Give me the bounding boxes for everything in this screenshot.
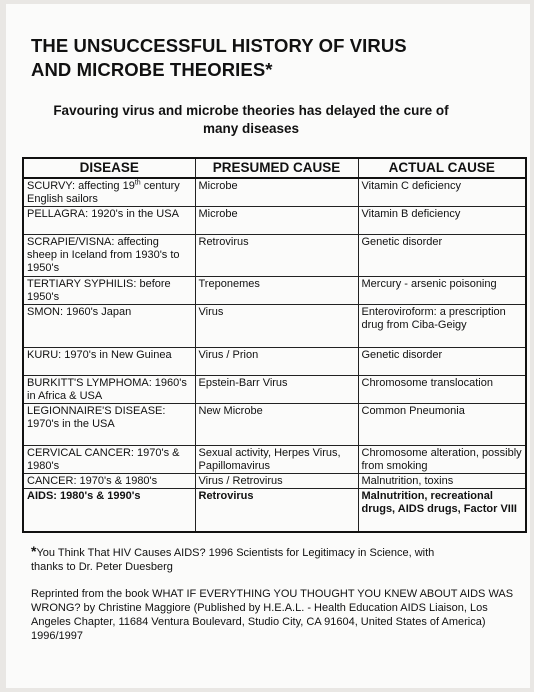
title-line-2: AND MICROBE THEORIES* — [31, 59, 273, 80]
cell-presumed-cause: Virus — [195, 305, 358, 348]
table-row — [23, 446, 526, 474]
cell-actual-cause: Genetic disorder — [358, 348, 526, 376]
cell-actual-cause: Mercury - arsenic poisoning — [358, 277, 526, 305]
cell-presumed-cause: Virus / Retrovirus — [195, 474, 358, 489]
cell-actual-cause: Vitamin B deficiency — [358, 207, 526, 235]
cell-actual-cause: Genetic disorder — [358, 235, 526, 277]
document-page — [6, 4, 530, 688]
cell-actual-cause: Chromosome alteration, possibly from smoking — [358, 446, 526, 474]
cell-disease: BURKITT'S LYMPHOMA: 1960's in Africa & USA — [23, 376, 195, 404]
table-row — [23, 305, 526, 348]
table-row — [23, 404, 526, 446]
cell-disease: SCURVY: affecting 19th century English sailors — [23, 178, 195, 207]
disease-table — [22, 157, 527, 533]
cell-actual-cause: Malnutrition, recreational drugs, AIDS drugs, Factor VIII — [358, 489, 526, 532]
cell-disease: SMON: 1960's Japan — [23, 305, 195, 348]
cell-presumed-cause: Microbe — [195, 207, 358, 235]
table-row — [23, 178, 526, 207]
table-row — [23, 207, 526, 235]
subtitle-line-1: Favouring virus and microbe theories has delayed the cure of — [53, 103, 449, 118]
cell-actual-cause: Vitamin C deficiency — [358, 178, 526, 207]
cell-disease: SCRAPIE/VISNA: affecting sheep in Iceland from 1930's to 1950's — [23, 235, 195, 277]
page-subtitle — [31, 102, 471, 138]
header-actual-cause: ACTUAL CAUSE — [358, 158, 526, 178]
cell-presumed-cause: New Microbe — [195, 404, 358, 446]
cell-actual-cause: Common Pneumonia — [358, 404, 526, 446]
cell-presumed-cause: Sexual activity, Herpes Virus, Papillomavirus — [195, 446, 358, 474]
cell-presumed-cause: Microbe — [195, 178, 358, 207]
table-header-row — [23, 158, 526, 178]
cell-disease: PELLAGRA: 1920's in the USA — [23, 207, 195, 235]
cell-presumed-cause: Retrovirus — [195, 489, 358, 532]
reprint-notice: Reprinted from the book WHAT IF EVERYTHING YOU THOUGHT YOU KNEW ABOUT AIDS WAS WRONG? by Christine Maggiore (Published by H.E.A.L. - Health Education AIDS Liaison, Los Angeles Chapter, 11684 Ventura Boulevard, Studio City, CA 91604, United States of America) 1996/1997 — [31, 588, 514, 642]
subtitle-line-2: many diseases — [202, 121, 300, 136]
cell-disease: CANCER: 1970's & 1980's — [23, 474, 195, 489]
header-presumed-cause: PRESUMED CAUSE — [195, 158, 358, 178]
cell-disease: LEGIONNAIRE'S DISEASE: 1970's in the USA — [23, 404, 195, 446]
cell-disease: CERVICAL CANCER: 1970's & 1980's — [23, 446, 195, 474]
cell-presumed-cause: Virus / Prion — [195, 348, 358, 376]
table-row — [23, 277, 526, 305]
cell-presumed-cause: Retrovirus — [195, 235, 358, 277]
page-title — [31, 34, 407, 82]
cell-actual-cause: Chromosome translocation — [358, 376, 526, 404]
table-row — [23, 235, 526, 277]
table-row — [23, 474, 526, 489]
table-row — [23, 348, 526, 376]
table-row — [23, 489, 526, 532]
footnote-text: You Think That HIV Causes AIDS? 1996 Scientists for Legitimacy in Science, with thanks to Dr. Peter Duesberg — [31, 547, 435, 573]
cell-presumed-cause: Treponemes — [195, 277, 358, 305]
cell-disease: AIDS: 1980's & 1990's — [23, 489, 195, 532]
title-line-1: THE UNSUCCESSFUL HISTORY OF VIRUS — [31, 35, 407, 56]
footnote — [31, 544, 441, 574]
table-row — [23, 376, 526, 404]
cell-actual-cause: Enteroviroform: a prescription drug from Ciba-Geigy — [358, 305, 526, 348]
header-disease: DISEASE — [23, 158, 195, 178]
cell-actual-cause: Malnutrition, toxins — [358, 474, 526, 489]
cell-presumed-cause: Epstein-Barr Virus — [195, 376, 358, 404]
footnote-asterisk: * — [31, 543, 37, 559]
cell-disease: KURU: 1970's in New Guinea — [23, 348, 195, 376]
cell-disease: TERTIARY SYPHILIS: before 1950's — [23, 277, 195, 305]
